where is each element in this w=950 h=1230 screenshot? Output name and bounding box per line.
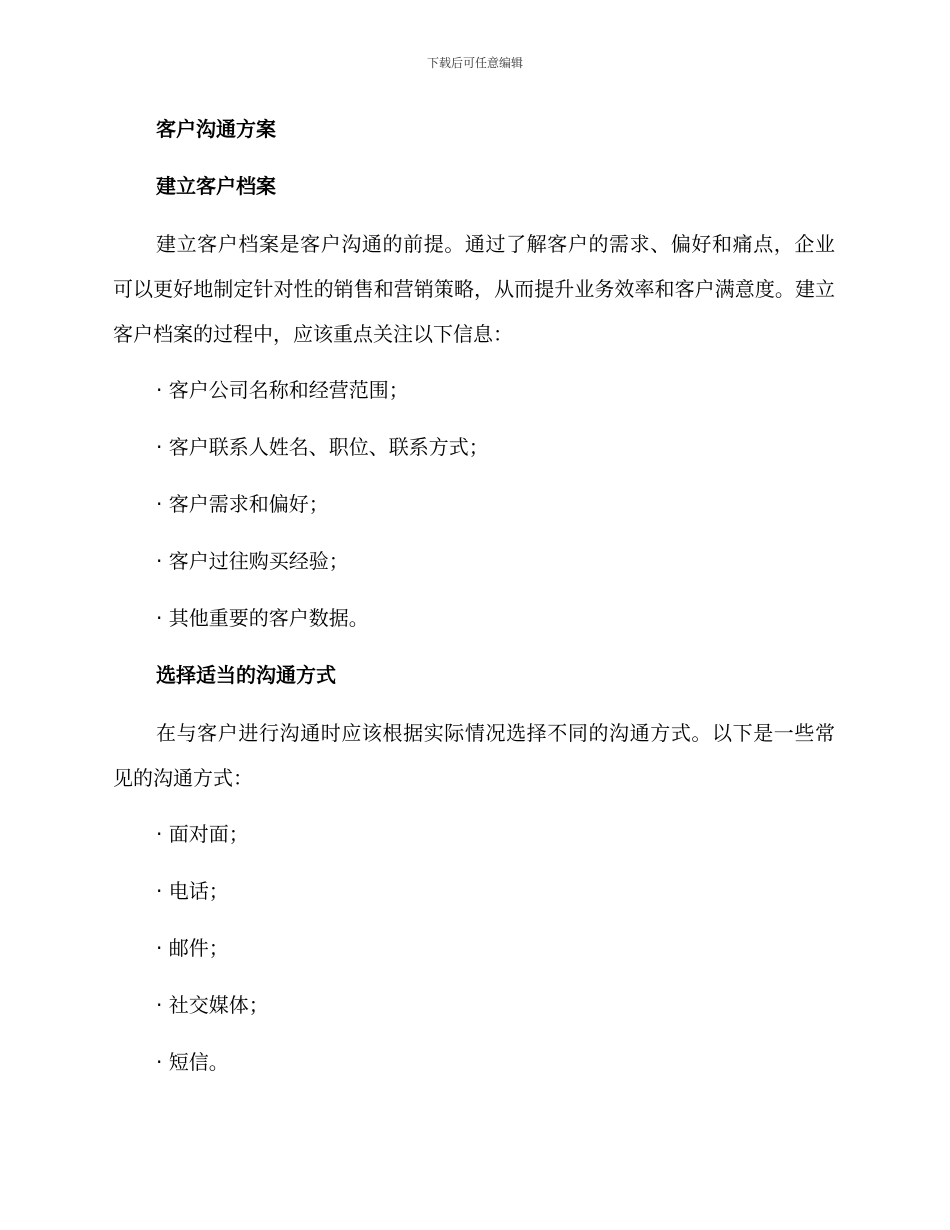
list-item: · 客户公司名称和经营范围； bbox=[156, 378, 409, 402]
list-item: · 面对面； bbox=[156, 822, 249, 846]
section-heading-customer-profile: 建立客户档案 bbox=[156, 174, 276, 198]
list-item: · 邮件； bbox=[156, 936, 229, 960]
list-item: · 社交媒体； bbox=[156, 993, 269, 1017]
list-item: · 短信。 bbox=[156, 1050, 229, 1074]
list-item: · 电话； bbox=[156, 879, 229, 903]
section-heading-communication-method: 选择适当的沟通方式 bbox=[156, 663, 336, 687]
section-paragraph-communication-method: 在与客户进行沟通时应该根据实际情况选择不同的沟通方式。以下是一些常见的沟通方式： bbox=[113, 721, 835, 790]
list-item: · 客户联系人姓名、职位、联系方式； bbox=[156, 435, 489, 459]
document-title: 客户沟通方案 bbox=[156, 117, 276, 141]
document-content bbox=[113, 108, 835, 1098]
header-note: 下载后可任意编辑 bbox=[426, 56, 523, 70]
section-paragraph-customer-profile: 建立客户档案是客户沟通的前提。通过了解客户的需求、偏好和痛点，企业可以更好地制定针对性的销售和营销策略，从而提升业务效率和客户满意度。建立客户档案的过程中，应该重点关注以下信息： bbox=[113, 232, 835, 346]
list-item: · 客户过往购买经验； bbox=[156, 549, 349, 573]
list-item: · 其他重要的客户数据。 bbox=[156, 606, 369, 630]
list-item: · 客户需求和偏好； bbox=[156, 492, 329, 516]
